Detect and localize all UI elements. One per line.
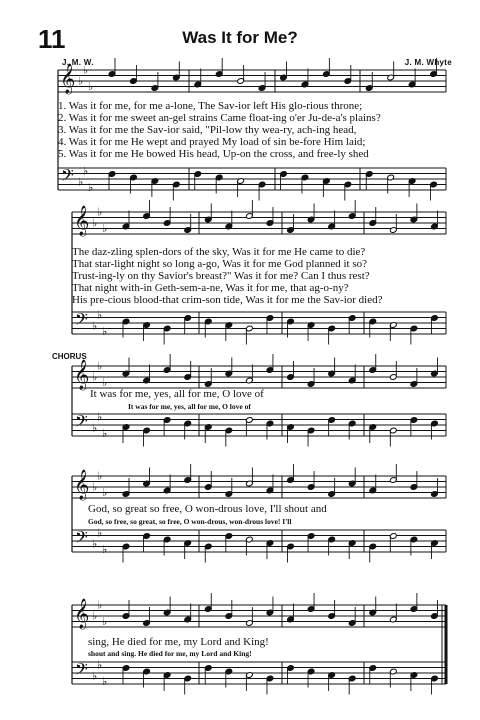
svg-text:♭: ♭: [102, 674, 108, 688]
svg-text:♭: ♭: [97, 359, 103, 373]
svg-text:♭: ♭: [102, 614, 108, 628]
svg-text:♭: ♭: [78, 74, 84, 88]
chorus-line-1: It was for me, yes, all for me, O love of: [90, 388, 264, 400]
svg-text:♭: ♭: [97, 308, 103, 322]
svg-text:♭: ♭: [88, 180, 94, 194]
svg-text:𝄢: 𝄢: [75, 411, 88, 435]
hymn-title: Was It for Me?: [182, 28, 298, 47]
words-credit: J. M. W.: [62, 58, 94, 67]
svg-text:♭: ♭: [102, 426, 108, 440]
svg-text:𝄢: 𝄢: [75, 659, 88, 683]
chorus-line-2: God, so great so free, O won-drous love, I'll shout and: [88, 503, 327, 515]
svg-text:♭: ♭: [102, 485, 108, 499]
svg-text:♭: ♭: [92, 609, 98, 623]
svg-text:♭: ♭: [92, 669, 98, 683]
svg-text:♭: ♭: [92, 537, 98, 551]
svg-text:♭: ♭: [83, 164, 89, 178]
svg-text:♭: ♭: [92, 480, 98, 494]
svg-text:♭: ♭: [97, 469, 103, 483]
chorus-line-3-bass: shout and sing. He died for me, my Lord and King!: [88, 649, 252, 658]
verse-3-line-a: 3. Was it for me the Sav-ior said, "Pil-low thy wea-ry, ach-ing head,: [58, 124, 357, 136]
svg-text:𝄞: 𝄞: [74, 360, 90, 390]
verse-2-line-b: That star-light night so long a-go, Was it for me God planned it so?: [72, 258, 368, 270]
svg-text:♭: ♭: [92, 370, 98, 384]
svg-text:♭: ♭: [102, 542, 108, 556]
svg-text:𝄢: 𝄢: [61, 165, 74, 189]
svg-text:𝄞: 𝄞: [74, 470, 90, 500]
svg-text:𝄢: 𝄢: [75, 527, 88, 551]
chorus-line-2-bass: God, so free, so great, so free, O won-drous, won-drous love! I'll: [88, 517, 292, 526]
svg-text:♭: ♭: [102, 375, 108, 389]
svg-text:𝄞: 𝄞: [60, 64, 76, 94]
svg-text:♭: ♭: [92, 421, 98, 435]
svg-text:♭: ♭: [102, 221, 108, 235]
verse-3-line-b: Trust-ing-ly on thy Savior's breast?" Was it for me? Can I thus rest?: [72, 270, 370, 282]
svg-text:♭: ♭: [102, 324, 108, 338]
svg-text:♭: ♭: [97, 526, 103, 540]
svg-text:♭: ♭: [88, 79, 94, 93]
chorus-line-3: sing, He died for me, my Lord and King!: [88, 636, 269, 648]
svg-text:♭: ♭: [78, 175, 84, 189]
chorus-line-1-bass: It was for me, yes, all for me, O love of: [128, 402, 251, 411]
svg-text:𝄞: 𝄞: [74, 599, 90, 629]
svg-text:♭: ♭: [97, 598, 103, 612]
svg-text:♭: ♭: [97, 205, 103, 219]
svg-text:♭: ♭: [92, 319, 98, 333]
chorus-label: CHORUS: [52, 352, 87, 361]
music-credit: J. M. Whyte: [404, 58, 452, 67]
svg-text:♭: ♭: [92, 216, 98, 230]
svg-text:𝄞: 𝄞: [74, 206, 90, 236]
svg-text:♭: ♭: [83, 63, 89, 77]
verse-1-line-b: The daz-zling splen-dors of the sky, Was it for me He came to die?: [72, 246, 366, 258]
svg-text:♭: ♭: [97, 658, 103, 672]
verse-4-line-b: That night with-in Geth-sem-a-ne, Was it for me, that ag-o-ny?: [72, 282, 349, 294]
verse-4-line-a: 4. Was it for me He wept and prayed My load of sin be-fore Him laid;: [58, 136, 366, 148]
verse-2-line-a: 2. Was it for me sweet an-gel strains Came float-ing o'er Ju-de-a's plains?: [58, 112, 381, 124]
hymn-number: 11: [38, 24, 66, 54]
verse-1-line-a: 1. Was it for me, for me a-lone, The Sav-ior left His glo-rious throne;: [58, 100, 363, 112]
verse-5-line-a: 5. Was it for me He bowed His head, Up-on the cross, and free-ly shed: [58, 148, 369, 160]
verse-5-line-b: His pre-cious blood-that crim-son tide, Was it for me the Sav-ior died?: [72, 294, 383, 306]
svg-text:♭: ♭: [97, 410, 103, 424]
svg-text:𝄢: 𝄢: [75, 309, 88, 333]
